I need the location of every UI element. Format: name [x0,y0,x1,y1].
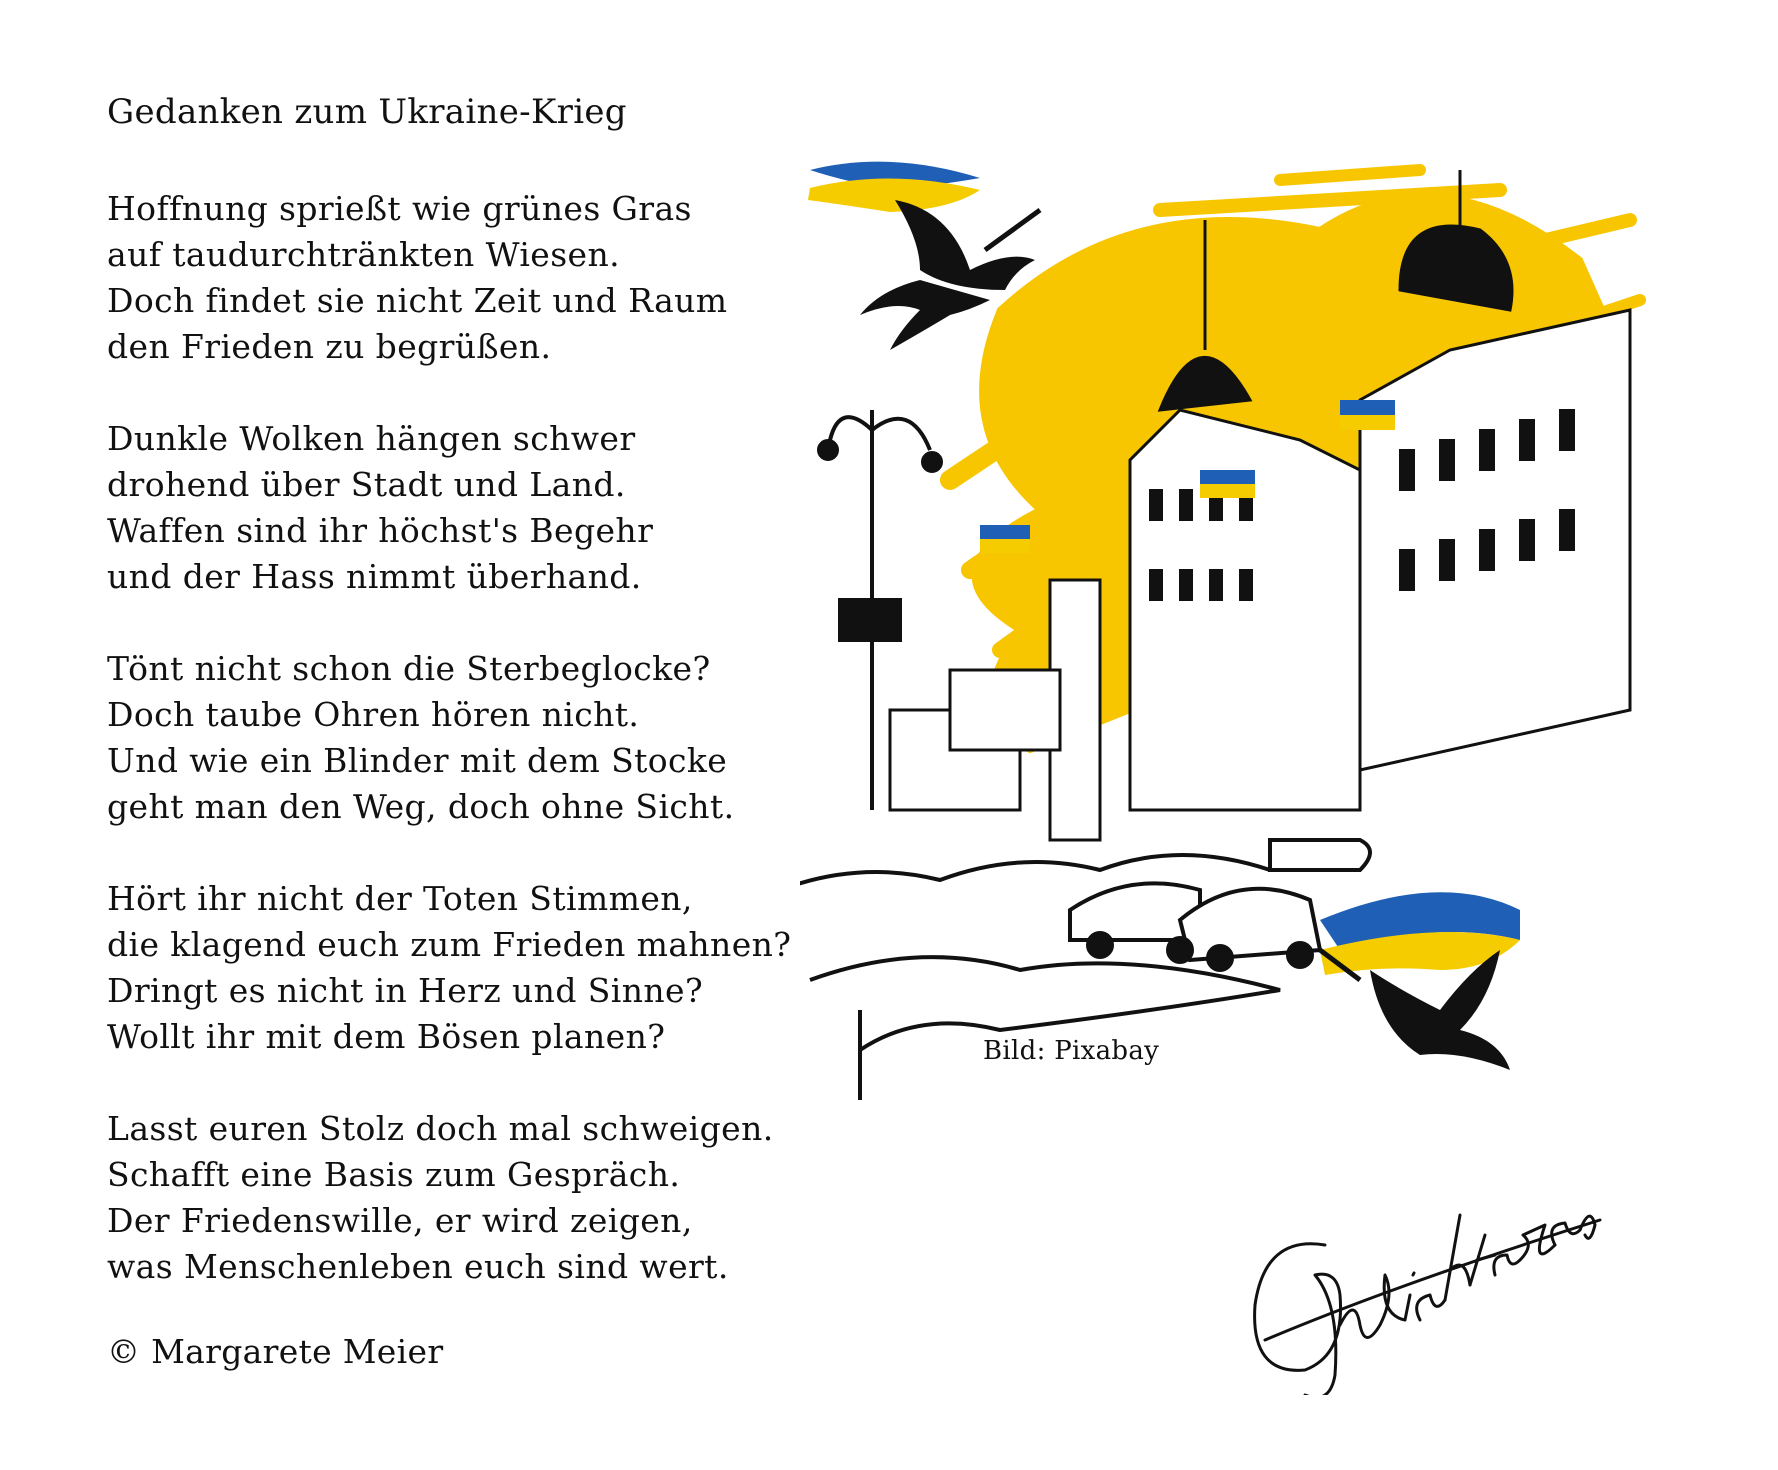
poem-line: Doch findet sie nicht Zeit und Raum [107,281,728,320]
poem-line: geht man den Weg, doch ohne Sicht. [107,787,735,826]
poem-line: Und wie ein Blinder mit dem Stocke [107,741,728,780]
copyright-notice: © Margarete Meier [107,1332,444,1371]
stanza-4 [107,876,792,1060]
gedichtezauber-signature [1245,1175,1605,1395]
poem-title: Gedanken zum Ukraine-Krieg [107,92,627,132]
poem-line: Dunkle Wolken hängen schwer [107,419,636,458]
poem-line: Der Friedenswille, er wird zeigen, [107,1201,693,1240]
ukraine-flag-top-left [808,162,980,212]
poem-line: auf taudurchtränkten Wiesen. [107,235,621,274]
poem-line: den Frieden zu begrüßen. [107,327,552,366]
poem-line: Dringt es nicht in Herz und Sinne? [107,971,704,1010]
stanza-2 [107,416,787,600]
poem-line: Lasst euren Stolz doch mal schweigen. [107,1109,774,1148]
poem-line: Doch taube Ohren hören nicht. [107,695,640,734]
poem-line: Hört ihr nicht der Toten Stimmen, [107,879,693,918]
poem-line: Hoffnung sprießt wie grünes Gras [107,189,692,228]
poem-line: die klagend euch zum Frieden mahnen? [107,925,792,964]
stanza-5 [107,1106,787,1290]
poem-line: und der Hass nimmt überhand. [107,557,642,596]
poem-line: Waffen sind ihr höchst's Begehr [107,511,654,550]
poem-line: drohend über Stadt und Land. [107,465,626,504]
poem-line: Wollt ihr mit dem Bösen planen? [107,1017,666,1056]
poem-line: Tönt nicht schon die Sterbeglocke? [107,649,711,688]
stanza-3 [107,646,787,830]
poem-line: Schafft eine Basis zum Gespräch. [107,1155,681,1194]
stanza-1 [107,186,787,370]
image-credit: Bild: Pixabay [983,1036,1160,1066]
kyiv-street-illustration [800,150,1778,1100]
poem [107,92,792,1374]
poem-line: was Menschenleben euch sind wert. [107,1247,729,1286]
